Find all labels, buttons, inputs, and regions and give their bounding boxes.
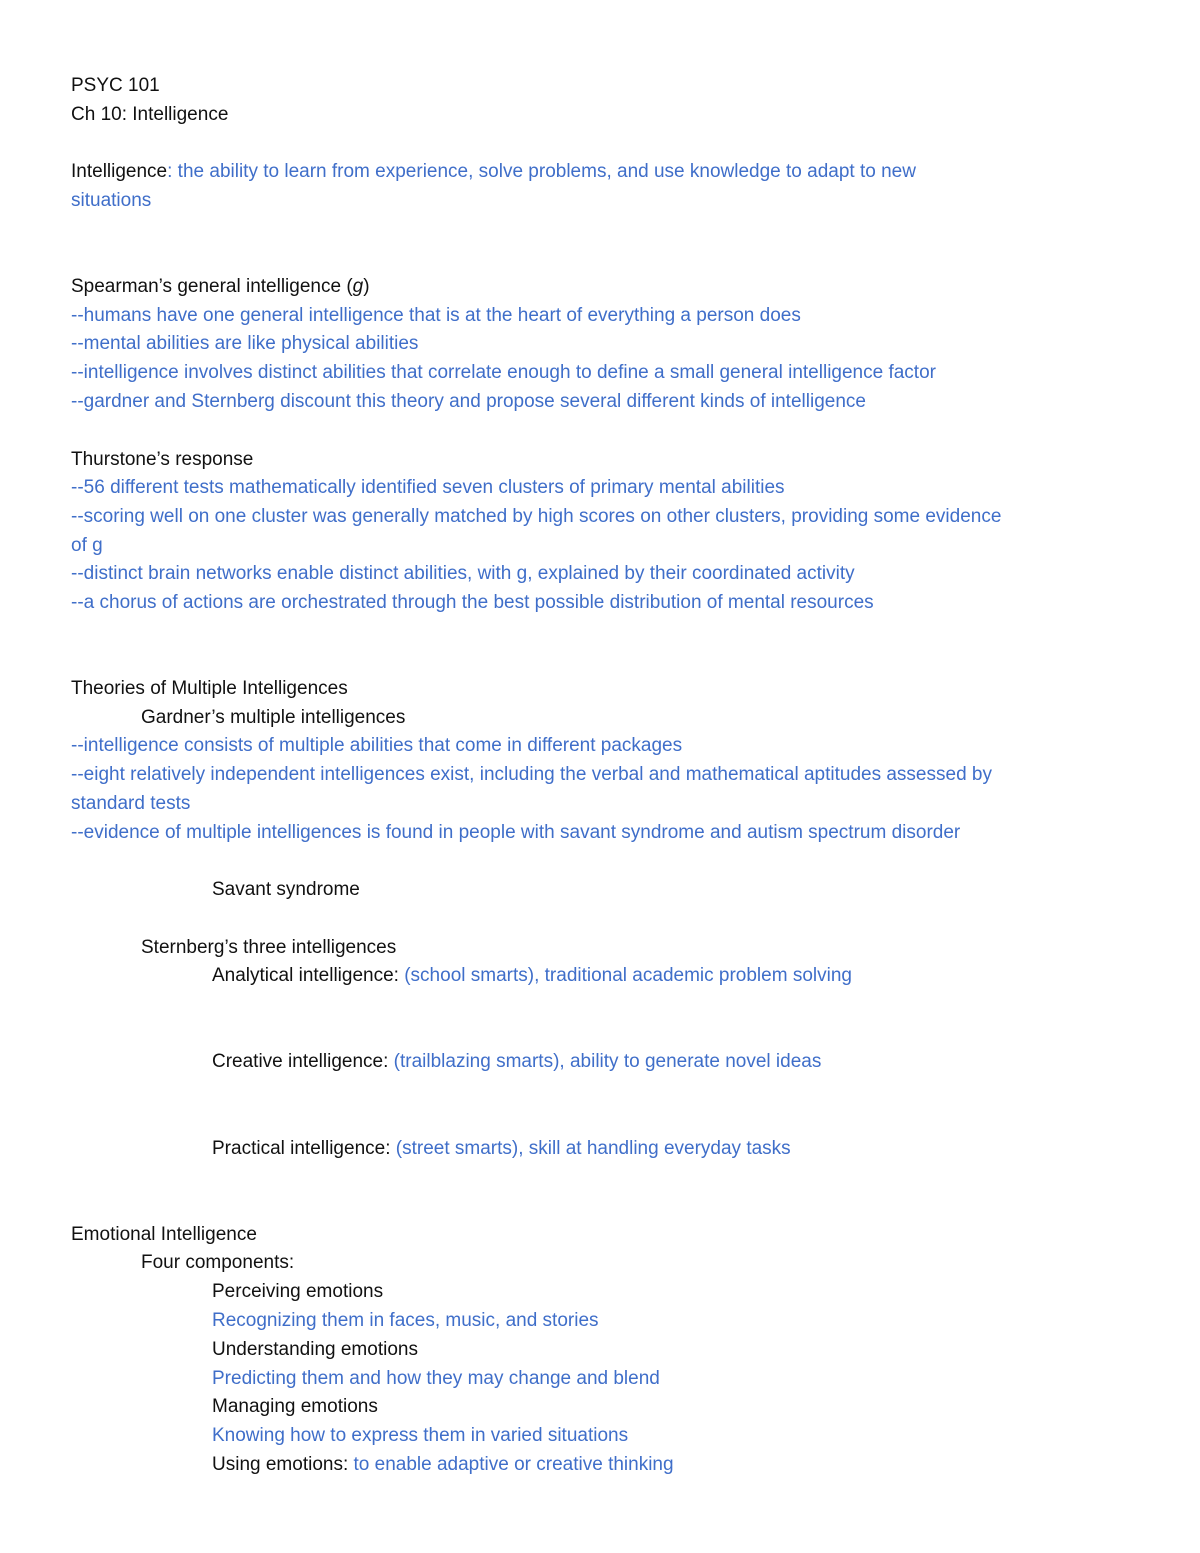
- definition-colon: :: [167, 161, 173, 182]
- thurstone-note: of g: [71, 535, 103, 556]
- perceiving-emotions-note: Recognizing them in faces, music, and stories: [212, 1310, 599, 1331]
- understanding-emotions-label: Understanding emotions: [212, 1339, 418, 1360]
- spearman-note: --humans have one general intelligence that is at the heart of everything a person does: [71, 305, 801, 326]
- intelligence-definition-cont: situations: [71, 190, 152, 211]
- spearman-heading-pre: Spearman’s general intelligence (: [71, 276, 353, 297]
- spearman-heading-post: ): [363, 276, 370, 297]
- gardner-heading: Gardner’s multiple intelligences: [141, 707, 406, 728]
- spearman-heading: [71, 275, 370, 299]
- analytical-definition: (school smarts), traditional academic problem solving: [398, 965, 852, 986]
- emotional-intelligence-heading: Emotional Intelligence: [71, 1224, 257, 1245]
- thurstone-note: --distinct brain networks enable distinct abilities, with g, explained by their coordinated activity: [71, 563, 855, 584]
- course-title: PSYC 101: [71, 75, 160, 96]
- using-emotions: [212, 1453, 674, 1477]
- spearman-note: --mental abilities are like physical abilities: [71, 333, 419, 354]
- four-components-heading: Four components:: [141, 1252, 295, 1273]
- perceiving-emotions-label: Perceiving emotions: [212, 1281, 384, 1302]
- thurstone-note: --56 different tests mathematically identified seven clusters of primary mental abilities: [71, 477, 785, 498]
- sternberg-heading: Sternberg’s three intelligences: [141, 937, 397, 958]
- gardner-note: standard tests: [71, 793, 191, 814]
- chapter-title: Ch 10: Intelligence: [71, 104, 229, 125]
- intelligence-definition-line: [71, 160, 916, 184]
- managing-emotions-label: Managing emotions: [212, 1396, 378, 1417]
- gardner-note: --eight relatively independent intelligences exist, including the verbal and mathematical aptitudes assessed by: [71, 764, 992, 785]
- creative-term: Creative intelligence:: [212, 1051, 389, 1072]
- gardner-note: --evidence of multiple intelligences is found in people with savant syndrome and autism spectrum disorder: [71, 822, 961, 843]
- thurstone-note: --a chorus of actions are orchestrated through the best possible distribution of mental resources: [71, 592, 874, 613]
- spearman-note: --gardner and Sternberg discount this theory and propose several different kinds of intelligence: [71, 391, 866, 412]
- practical-term: Practical intelligence:: [212, 1138, 391, 1159]
- gardner-note: --intelligence consists of multiple abilities that come in different packages: [71, 735, 683, 756]
- practical-definition: (street smarts), skill at handling everyday tasks: [390, 1138, 791, 1159]
- thurstone-heading: Thurstone’s response: [71, 449, 254, 470]
- intelligence-term: Intelligence: [71, 161, 168, 182]
- managing-emotions-note: Knowing how to express them in varied situations: [212, 1425, 629, 1446]
- practical-intelligence: [212, 1137, 791, 1161]
- thurstone-note: --scoring well on one cluster was generally matched by high scores on other clusters, providing some evidence: [71, 506, 1002, 527]
- intelligence-definition: the ability to learn from experience, solve problems, and use knowledge to adapt to new: [172, 161, 916, 182]
- spearman-note: --intelligence involves distinct abilities that correlate enough to define a small general intelligence factor: [71, 362, 936, 383]
- spearman-heading-g: g: [352, 276, 364, 297]
- creative-intelligence: [212, 1050, 821, 1074]
- analytical-intelligence: [212, 964, 852, 988]
- understanding-emotions-note: Predicting them and how they may change and blend: [212, 1368, 660, 1389]
- using-emotions-term: Using emotions:: [212, 1454, 349, 1475]
- multiple-intelligences-heading: Theories of Multiple Intelligences: [71, 678, 348, 699]
- savant-syndrome-label: Savant syndrome: [212, 879, 360, 900]
- using-emotions-note: to enable adaptive or creative thinking: [348, 1454, 674, 1475]
- creative-definition: (trailblazing smarts), ability to generate novel ideas: [388, 1051, 822, 1072]
- analytical-term: Analytical intelligence:: [212, 965, 399, 986]
